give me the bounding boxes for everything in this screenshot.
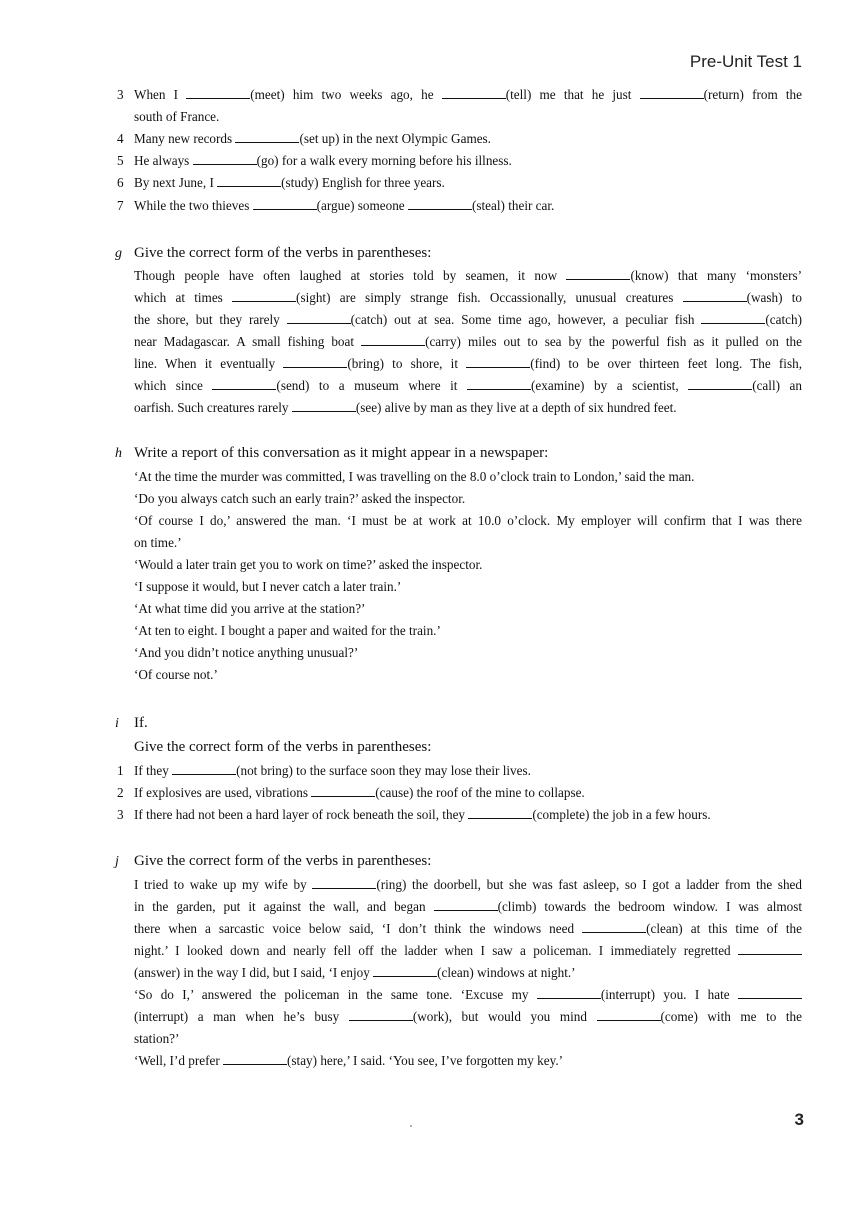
line-text: oarfish. Such creatures rarely (134, 400, 292, 415)
section-j-letter: j (115, 854, 119, 869)
text-line (117, 807, 802, 823)
section-i-letter: i (115, 716, 119, 731)
text-line (117, 131, 802, 147)
line-text: (climb) towards the bedroom window. I was almost (497, 899, 802, 914)
line-text: ‘And you didn’t notice anything unusual?’ (134, 645, 359, 660)
text-line (134, 378, 802, 394)
line-text: (see) alive by man as they live at a depth of six hundred feet. (355, 400, 677, 415)
answer-blank[interactable] (292, 401, 356, 412)
line-content (134, 312, 802, 327)
answer-blank[interactable] (434, 900, 498, 911)
text-line (134, 535, 802, 551)
line-text: (tell) me that he just (505, 87, 640, 102)
line-content (134, 943, 802, 958)
line-text: He always (134, 153, 193, 168)
section-j-heading: Give the correct form of the verbs in parentheses: (134, 853, 432, 869)
line-content (134, 921, 802, 936)
text-line (134, 579, 802, 595)
line-text: (stay) here,’ I said. ‘You see, I’ve forgotten my key.’ (287, 1053, 564, 1068)
line-content (134, 579, 401, 594)
answer-blank[interactable] (373, 966, 437, 977)
text-line (117, 87, 802, 103)
line-content (134, 378, 802, 393)
line-text: (sight) are simply strange fish. Occassionally, unusual creatures (296, 290, 683, 305)
line-text: line. When it eventually (134, 356, 284, 371)
text-line (134, 645, 802, 661)
line-text: (answer) in the way I did, but I said, ‘I enjoy (134, 965, 374, 980)
line-text: ‘So do I,’ answered the policeman in the same tone. ‘Excuse my (134, 987, 537, 1002)
line-text: in the garden, put it against the wall, and began (134, 899, 434, 914)
line-content (134, 400, 677, 415)
line-text: (interrupt) a man when he’s busy (134, 1009, 349, 1024)
text-line (134, 1009, 802, 1025)
answer-blank[interactable] (738, 944, 802, 955)
line-content (134, 645, 358, 660)
line-content (134, 87, 802, 102)
line-text: (argue) someone (316, 198, 408, 213)
text-line (134, 965, 802, 981)
line-text: (not bring) to the surface soon they may lose their lives. (236, 763, 531, 778)
answer-blank[interactable] (186, 88, 250, 99)
line-content (134, 290, 802, 305)
answer-blank[interactable] (688, 379, 752, 390)
answer-blank[interactable] (408, 199, 472, 210)
answer-blank[interactable] (537, 988, 601, 999)
line-content (134, 513, 802, 528)
line-text: If there had not been a hard layer of rock beneath the soil, they (134, 807, 469, 822)
line-text: ‘Of course I do,’ answered the man. ‘I must be at work at 10.0 o’clock. My employer will confirm that I was there (134, 513, 802, 528)
page-speck (410, 1125, 412, 1127)
answer-blank[interactable] (172, 764, 236, 775)
section-h-letter: h (115, 446, 122, 461)
answer-blank[interactable] (442, 88, 506, 99)
answer-blank[interactable] (223, 1054, 287, 1065)
line-text: ‘I suppose it would, but I never catch a later train.’ (134, 579, 402, 594)
line-content (134, 198, 554, 213)
line-text: (know) that many ‘monsters’ (630, 268, 802, 283)
answer-blank[interactable] (283, 357, 347, 368)
text-line (134, 1031, 802, 1047)
line-text: (carry) miles out to sea by the powerful fish as it pulled on the (425, 334, 802, 349)
line-text: on time.’ (134, 535, 182, 550)
item-number: 3 (117, 807, 124, 822)
answer-blank[interactable] (701, 313, 765, 324)
line-content (134, 469, 694, 484)
text-line (134, 356, 802, 372)
line-text: ‘Would a later train get you to work on time?’ asked the inspector. (134, 557, 483, 572)
answer-blank[interactable] (361, 335, 425, 346)
text-line (117, 153, 802, 169)
text-line (117, 785, 802, 801)
answer-blank[interactable] (193, 154, 257, 165)
text-line (134, 987, 802, 1003)
text-line (134, 1053, 802, 1069)
line-content (134, 1009, 802, 1024)
line-content (134, 1053, 563, 1068)
text-line (134, 491, 802, 507)
text-line (134, 667, 802, 683)
line-text: (set up) in the next Olympic Games. (299, 131, 491, 146)
line-text: (ring) the doorbell, but she was fast asleep, so I got a ladder from the shed (376, 877, 802, 892)
line-text: ‘At the time the murder was committed, I was travelling on the 8.0 o’clock train to London,’ said the man. (134, 469, 695, 484)
line-text: (catch) (765, 312, 802, 327)
item-number: 5 (117, 153, 124, 168)
line-text: (interrupt) you. I hate (600, 987, 738, 1002)
line-content (134, 763, 531, 778)
line-content (134, 557, 482, 572)
line-text: ‘Well, I’d prefer (134, 1053, 224, 1068)
line-content (134, 535, 182, 550)
section-g-heading: Give the correct form of the verbs in parentheses: (134, 245, 432, 261)
line-text: ‘Do you always catch such an early train?’ asked the inspector. (134, 491, 466, 506)
text-line (134, 268, 802, 284)
text-line (134, 899, 802, 915)
line-text: (examine) by a scientist, (531, 378, 689, 393)
text-line (134, 469, 802, 485)
item-number: 7 (117, 198, 124, 213)
section-g-letter: g (115, 246, 122, 261)
item-number: 4 (117, 131, 124, 146)
line-text: While the two thieves (134, 198, 253, 213)
line-text: If explosives are used, vibrations (134, 785, 312, 800)
item-number: 2 (117, 785, 124, 800)
text-line (134, 334, 802, 350)
line-text: ‘At ten to eight. I bought a paper and waited for the train.’ (134, 623, 441, 638)
line-content (134, 899, 802, 914)
page-header-title: Pre-Unit Test 1 (689, 52, 802, 71)
line-text: night.’ I looked down and nearly fell off the ladder when I saw a policeman. I immediately regretted (134, 943, 738, 958)
answer-blank[interactable] (312, 878, 376, 889)
section-h-heading: Write a report of this conversation as it might appear in a newspaper: (134, 445, 549, 461)
line-content (134, 785, 585, 800)
line-text: (steal) their car. (471, 198, 555, 213)
line-text: (go) for a walk every morning before his illness. (256, 153, 512, 168)
line-text: (call) an (752, 378, 802, 393)
line-text: (come) with me to the (660, 1009, 802, 1024)
answer-blank[interactable] (232, 291, 296, 302)
line-content (134, 356, 802, 371)
line-text: which at times (134, 290, 233, 305)
answer-blank[interactable] (287, 313, 351, 324)
line-content (134, 623, 441, 638)
answer-blank[interactable] (582, 922, 646, 933)
line-text: (cause) the roof of the mine to collapse. (375, 785, 585, 800)
text-line (134, 943, 802, 959)
line-content (134, 268, 802, 283)
line-content (134, 491, 465, 506)
text-line (117, 198, 802, 214)
line-content (134, 807, 711, 822)
line-text: Though people have often laughed at stories told by seamen, it now (134, 268, 567, 283)
line-text: I tried to wake up my wife by (134, 877, 313, 892)
item-number: 3 (117, 87, 124, 102)
text-line (134, 601, 802, 617)
line-text: there when a sarcastic voice below said, ‘I don’t think the windows need (134, 921, 583, 936)
line-content (134, 175, 445, 190)
answer-blank[interactable] (212, 379, 276, 390)
answer-blank[interactable] (467, 379, 531, 390)
text-line (134, 921, 802, 937)
line-content (134, 153, 512, 168)
line-text: (catch) out at sea. Some time ago, however, a peculiar fish (350, 312, 702, 327)
line-text: (meet) him two weeks ago, he (250, 87, 442, 102)
line-content (134, 667, 218, 682)
line-content (134, 1031, 179, 1046)
text-line (117, 763, 802, 779)
line-text: By next June, I (134, 175, 218, 190)
page-number: 3 (794, 1110, 804, 1129)
line-text: station?’ (134, 1031, 180, 1046)
line-text: (clean) windows at night.’ (437, 965, 576, 980)
line-content (134, 987, 802, 1002)
text-line (134, 109, 802, 125)
line-text: near Madagascar. A small fishing boat (134, 334, 362, 349)
line-text: (send) to a museum where it (276, 378, 467, 393)
line-content (134, 131, 491, 146)
line-content (134, 965, 576, 980)
line-text: ‘Of course not.’ (134, 667, 218, 682)
text-line (134, 290, 802, 306)
line-content (134, 334, 802, 349)
text-line (134, 312, 802, 328)
line-text: If they (134, 763, 173, 778)
line-text: south of France. (134, 109, 220, 124)
answer-blank[interactable] (683, 291, 747, 302)
line-text: (wash) to (746, 290, 802, 305)
section-i-sub-heading: Give the correct form of the verbs in parentheses: (134, 739, 432, 755)
line-text: (find) to be over thirteen feet long. The fish, (530, 356, 802, 371)
line-text: (work), but would you mind (412, 1009, 597, 1024)
answer-blank[interactable] (235, 132, 299, 143)
line-content (134, 877, 802, 892)
answer-blank[interactable] (253, 199, 317, 210)
text-line (134, 513, 802, 529)
line-text: (complete) the job in a few hours. (532, 807, 711, 822)
answer-blank[interactable] (311, 786, 375, 797)
section-i-heading: If. (134, 715, 148, 731)
line-text: (bring) to shore, it (347, 356, 467, 371)
text-line (134, 877, 802, 893)
answer-blank[interactable] (597, 1010, 661, 1021)
text-line (117, 175, 802, 191)
answer-blank[interactable] (566, 269, 630, 280)
line-text: (return) from the (703, 87, 802, 102)
line-text: which since (134, 378, 213, 393)
line-content (134, 109, 219, 124)
text-line (134, 557, 802, 573)
text-line (134, 400, 802, 416)
line-text: ‘At what time did you arrive at the station?’ (134, 601, 366, 616)
answer-blank[interactable] (466, 357, 530, 368)
line-text: (clean) at this time of the (646, 921, 802, 936)
answer-blank[interactable] (640, 88, 704, 99)
item-number: 1 (117, 763, 124, 778)
text-line (134, 623, 802, 639)
answer-blank[interactable] (217, 176, 281, 187)
line-text: the shore, but they rarely (134, 312, 287, 327)
answer-blank[interactable] (468, 808, 532, 819)
item-number: 6 (117, 175, 124, 190)
answer-blank[interactable] (738, 988, 802, 999)
line-content (134, 601, 365, 616)
answer-blank[interactable] (349, 1010, 413, 1021)
line-text: (study) English for three years. (281, 175, 445, 190)
line-text: Many new records (134, 131, 236, 146)
line-text: When I (134, 87, 187, 102)
